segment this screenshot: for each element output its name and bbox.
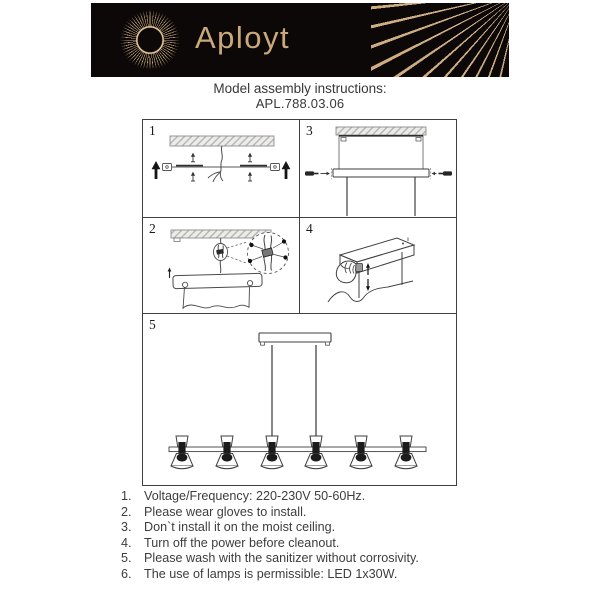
note-text: Please wash with the sanitizer without corrosivity. bbox=[144, 551, 419, 565]
panel-step-5 bbox=[143, 314, 456, 485]
note-item bbox=[121, 505, 419, 521]
radial-rays-icon bbox=[371, 3, 509, 77]
panel-step-3 bbox=[300, 120, 456, 217]
note-text: Voltage/Frequency: 220-230V 50-60Hz. bbox=[144, 489, 366, 503]
step3-canopy-screws-diagram bbox=[300, 120, 456, 217]
sunburst-icon bbox=[117, 7, 183, 73]
step2-wiring-diagram bbox=[143, 218, 299, 313]
note-number: 3. bbox=[121, 520, 132, 534]
title-block bbox=[0, 81, 600, 111]
brand-name: Aployt bbox=[195, 20, 291, 55]
note-text: Turn off the power before cleanout. bbox=[144, 535, 340, 550]
note-item bbox=[121, 551, 419, 567]
note-item bbox=[121, 567, 419, 583]
note-number: 1. bbox=[121, 489, 132, 503]
instruction-grid bbox=[142, 119, 457, 486]
note-number: 6. bbox=[121, 566, 132, 581]
panel-step-1 bbox=[143, 120, 299, 217]
note-number: 2. bbox=[121, 504, 132, 519]
panel-step-4 bbox=[300, 218, 456, 313]
note-text: The use of lamps is permissible: LED 1x30W. bbox=[144, 566, 398, 581]
note-text: Don`t install it on the moist ceiling. bbox=[144, 520, 336, 534]
model-number: APL.788.03.06 bbox=[255, 96, 345, 111]
panel-step-2 bbox=[143, 218, 299, 313]
brand-banner bbox=[91, 3, 509, 77]
note-item bbox=[121, 520, 419, 536]
panel-number: 4 bbox=[306, 221, 313, 236]
panel-number: 1 bbox=[149, 123, 156, 138]
step1-mounting-bracket-diagram bbox=[143, 120, 299, 217]
note-number: 5. bbox=[121, 551, 132, 565]
note-item bbox=[121, 489, 419, 505]
notes-list bbox=[121, 489, 419, 582]
step5-assembled-fixture-diagram bbox=[143, 314, 456, 485]
note-text: Please wear gloves to install. bbox=[144, 504, 307, 519]
page-title: Model assembly instructions: bbox=[213, 81, 387, 96]
note-item bbox=[121, 536, 419, 552]
step4-cable-adjustment-diagram bbox=[300, 218, 456, 313]
panel-number: 5 bbox=[149, 317, 156, 332]
note-number: 4. bbox=[121, 535, 132, 550]
panel-number: 2 bbox=[149, 221, 156, 236]
panel-number: 3 bbox=[306, 123, 313, 138]
